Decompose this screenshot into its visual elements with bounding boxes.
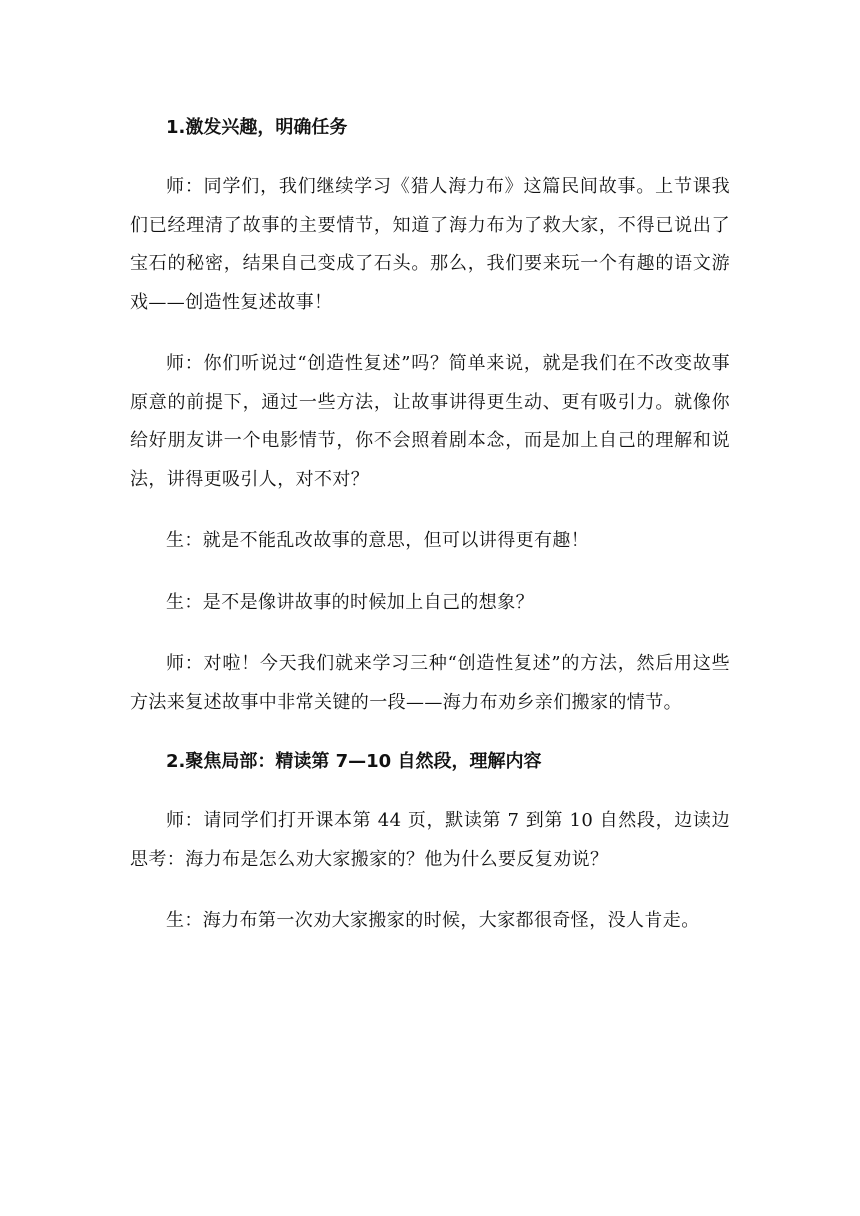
paragraph-teacher-reading-task: 师：请同学们打开课本第 44 页，默读第 7 到第 10 自然段，边读边思考：海力布是怎么劝大家搬家的？他为什么要反复劝说？ <box>130 810 730 870</box>
paragraph-teacher-methods: 师：对啦！今天我们就来学习三种“创造性复述”的方法，然后用这些方法来复述故事中非常关键的一段——海力布劝乡亲们搬家的情节。 <box>130 653 730 713</box>
paragraph-student-answer-1: 生：就是不能乱改故事的意思，但可以讲得更有趣！ <box>166 530 590 551</box>
section-heading-2: 2.聚焦局部：精读第 7—10 自然段，理解内容 <box>166 751 542 772</box>
document-body <box>130 112 730 965</box>
paragraph-teacher-intro: 师：同学们，我们继续学习《猎人海力布》这篇民间故事。上节课我们已经理清了故事的主要情节，知道了海力布为了救大家，不得已说出了宝石的秘密，结果自己变成了石头。那么，我们要来玩一个有趣的语文游戏——创造性复述故事！ <box>130 176 730 313</box>
paragraph-student-reply: 生：海力布第一次劝大家搬家的时候，大家都很奇怪，没人肯走。 <box>166 910 700 931</box>
section-heading-1: 1.激发兴趣，明确任务 <box>166 117 348 138</box>
paragraph-student-answer-2: 生：是不是像讲故事的时候加上自己的想象？ <box>166 591 534 613</box>
paragraph-teacher-explain: 师：你们听说过“创造性复述”吗？简单来说，就是我们在不改变故事原意的前提下，通过一些方法，让故事讲得更生动、更有吸引力。就像你给好朋友讲一个电影情节，你不会照着剧本念，而是加上自己的理解和说法，讲得更吸引人，对不对？ <box>130 353 730 490</box>
